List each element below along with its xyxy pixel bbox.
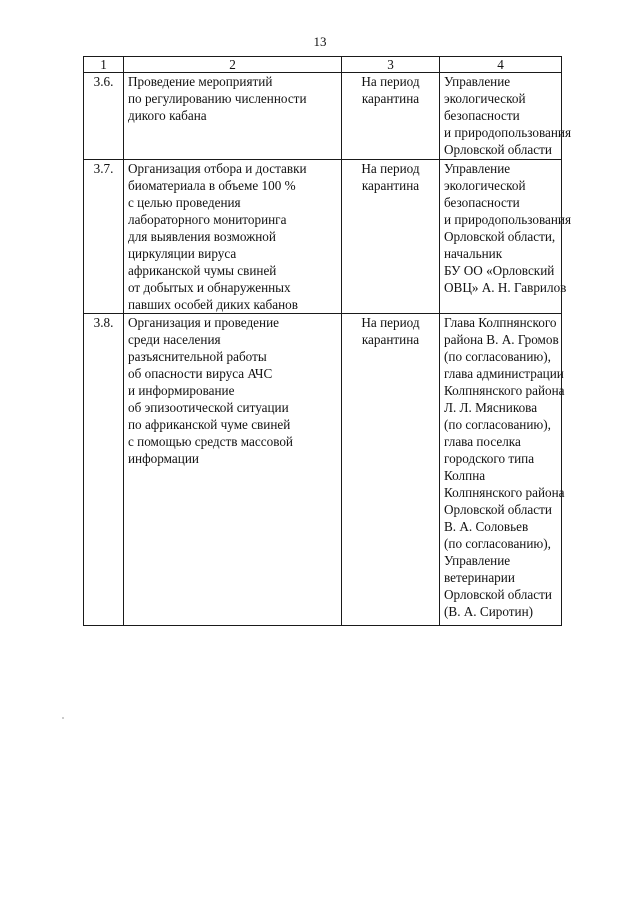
- cell-line: безопасности: [444, 195, 520, 210]
- cell-line: с помощью средств массовой: [128, 434, 293, 449]
- scan-speck: [62, 717, 64, 719]
- cell-line: карантина: [361, 332, 420, 347]
- cell-line: об эпизоотической ситуации: [128, 400, 289, 415]
- cell-line: Проведение мероприятий: [128, 74, 273, 89]
- cell-line: безопасности: [444, 108, 520, 123]
- cell-line: и природопользования: [444, 212, 572, 227]
- cell-line: района В. А. Громов: [444, 332, 559, 347]
- row-number: 3.6.: [84, 73, 124, 160]
- header-col-4: 4: [440, 57, 562, 73]
- header-col-2: 2: [124, 57, 342, 73]
- cell-line: (по согласованию),: [444, 417, 551, 432]
- cell-line: дикого кабана: [128, 108, 207, 123]
- cell-line: лабораторного мониторинга: [128, 212, 287, 227]
- cell-line: Организация и проведение: [128, 315, 279, 330]
- cell-line: На период: [361, 161, 420, 176]
- period-cell: [342, 314, 440, 626]
- cell-line: (по согласованию),: [444, 536, 551, 551]
- cell-line: Орловской области: [444, 587, 552, 602]
- cell-line: (по согласованию),: [444, 349, 551, 364]
- cell-line: с целью проведения: [128, 195, 241, 210]
- cell-line: Глава Колпнянского: [444, 315, 557, 330]
- cell-line: Колпнянского района: [444, 485, 565, 500]
- cell-line: карантина: [361, 178, 420, 193]
- cell-line: Управление: [444, 161, 511, 176]
- cell-line: об опасности вируса АЧС: [128, 366, 273, 381]
- cell-line: Орловской области,: [444, 229, 556, 244]
- cell-line: экологической: [444, 178, 526, 193]
- cell-line: глава администрации: [444, 366, 564, 381]
- cell-line: Колпнянского района: [444, 383, 565, 398]
- period-cell: [342, 73, 440, 160]
- responsible-cell: [440, 73, 572, 160]
- cell-line: и информирование: [128, 383, 235, 398]
- cell-line: информации: [128, 451, 199, 466]
- cell-line: глава поселка: [444, 434, 521, 449]
- cell-line: среди населения: [128, 332, 221, 347]
- measures-table: [83, 56, 572, 626]
- cell-line: Орловской области: [444, 502, 552, 517]
- action-cell: [124, 314, 342, 626]
- action-cell: [124, 160, 342, 314]
- cell-line: карантина: [361, 91, 420, 106]
- table-row: [84, 73, 562, 160]
- row-number: 3.7.: [84, 160, 124, 314]
- cell-line: начальник: [444, 246, 503, 261]
- cell-line: (В. А. Сиротин): [444, 604, 534, 619]
- row-number: 3.8.: [84, 314, 124, 626]
- cell-line: В. А. Соловьев: [444, 519, 529, 534]
- page-number: 13: [313, 34, 327, 49]
- cell-line: биоматериала в объеме 100 %: [128, 178, 296, 193]
- cell-line: и природопользования: [444, 125, 572, 140]
- header-col-3: 3: [342, 57, 440, 73]
- cell-line: Орловской области: [444, 142, 552, 157]
- cell-line: БУ ОО «Орловский: [444, 263, 555, 278]
- cell-line: павших особей диких кабанов: [128, 297, 298, 312]
- cell-line: Управление: [444, 553, 511, 568]
- cell-line: На период: [361, 315, 420, 330]
- cell-line: ветеринарии: [444, 570, 515, 585]
- period-cell: [342, 160, 440, 314]
- table-row: [84, 160, 562, 314]
- cell-line: разъяснительной работы: [128, 349, 267, 364]
- header-row: [84, 57, 562, 73]
- cell-line: от добытых и обнаруженных: [128, 280, 291, 295]
- responsible-cell: [440, 314, 565, 626]
- cell-line: Управление: [444, 74, 511, 89]
- cell-line: для выявления возможной: [128, 229, 276, 244]
- table-row: [84, 314, 562, 626]
- cell-line: На период: [361, 74, 420, 89]
- cell-line: Организация отбора и доставки: [128, 161, 307, 176]
- cell-line: экологической: [444, 91, 526, 106]
- cell-line: циркуляции вируса: [128, 246, 237, 261]
- cell-line: по регулированию численности: [128, 91, 307, 106]
- responsible-cell: [440, 160, 572, 314]
- cell-line: Л. Л. Мясникова: [444, 400, 538, 415]
- action-cell: [124, 73, 342, 160]
- cell-line: ОВЦ» А. Н. Гаврилов: [444, 280, 567, 295]
- cell-line: Колпна: [444, 468, 486, 483]
- header-col-1: 1: [84, 57, 124, 73]
- cell-line: африканской чумы свиней: [128, 263, 277, 278]
- cell-line: городского типа: [444, 451, 535, 466]
- cell-line: по африканской чуме свиней: [128, 417, 291, 432]
